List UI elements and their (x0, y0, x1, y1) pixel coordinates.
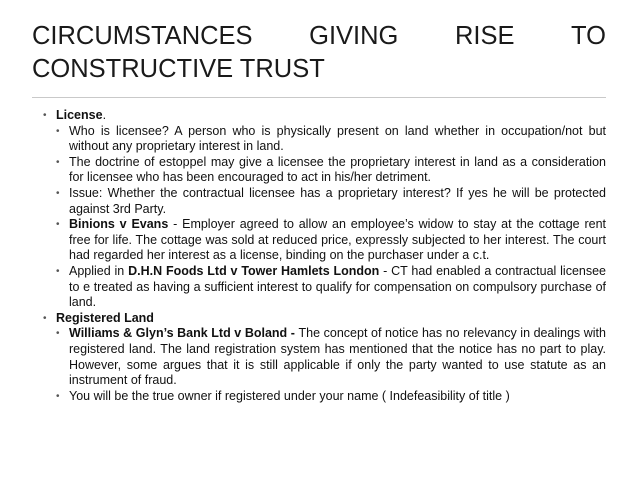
title-word: GIVING (309, 22, 399, 50)
title-word: RISE (454, 22, 515, 50)
case-name: Williams & Glyn’s Bank Ltd v Boland - (69, 326, 299, 341)
item-text: Who is licensee? A person who is physically present on land whether in occupation/not but without any proprietary interest in land. (69, 123, 606, 154)
bullet-icon: • (56, 187, 60, 199)
bullet-icon: • (56, 390, 60, 402)
sub-list (56, 326, 606, 404)
section-registered-land (43, 310, 606, 405)
list-item (56, 123, 606, 155)
section-license (43, 108, 607, 311)
item-text: Issue: Whether the contractual licensee has a proprietary interest? If yes he will be protected against 3rd Party. (69, 185, 606, 216)
bullet-icon: • (43, 312, 47, 324)
list-item (56, 154, 606, 186)
sub-list (56, 123, 607, 311)
case-name: D.H.N Foods Ltd v Tower Hamlets London (128, 263, 380, 278)
bullet-icon: • (43, 110, 47, 121)
item-text: You will be the true owner if registered under your name ( Indefeasibility of title ) (69, 388, 510, 403)
case-name: Binions v Evans (69, 217, 169, 232)
list-item (56, 217, 607, 264)
title-word: TO (571, 22, 606, 50)
title-line-1 (32, 20, 606, 53)
item-text: - CT had enabled a contractual licensee to e treated as having a sufficient interest to qualify for compensation on compulsory purchase of land. (69, 263, 607, 310)
bullet-icon: • (56, 219, 60, 231)
list-item (56, 326, 606, 388)
item-text: The doctrine of estoppel may give a licensee the proprietary interest in land as a consideration for licensee who has been encouraged to act in his/her detriment. (69, 154, 606, 185)
title-word: CIRCUMSTANCES (32, 22, 253, 50)
section-heading: Registered Land (56, 310, 154, 325)
section-heading-suffix: . (102, 108, 107, 122)
list-item (56, 263, 607, 311)
bullet-icon: • (56, 265, 60, 277)
section-heading: License (56, 108, 103, 122)
title-divider (32, 97, 606, 98)
list-item (56, 388, 606, 405)
bullet-icon: • (56, 328, 60, 340)
list-item (56, 185, 606, 217)
bullet-icon: • (56, 156, 60, 168)
item-prefix: Applied in (69, 263, 129, 278)
title-line-2: CONSTRUCTIVE TRUST (32, 55, 325, 83)
slide-body (43, 108, 607, 404)
item-text: - Employer agreed to allow an employee’s widow to stay at the cottage rent free for life. The cottage was sold at reduced price, expressly subjected to her interest. The court had regarded her interest as a license, binding on the purchaser under a c.t. (69, 217, 607, 263)
section-list (43, 108, 607, 404)
item-text: The concept of notice has no relevancy in dealings with registered land. The land registration system has mentioned that the notice has no part to play. However, some argues that it is still applicable if only the party wanted to use statute as an instrument of fraud. (69, 326, 606, 388)
slide-title (32, 20, 606, 86)
bullet-icon: • (56, 125, 60, 137)
